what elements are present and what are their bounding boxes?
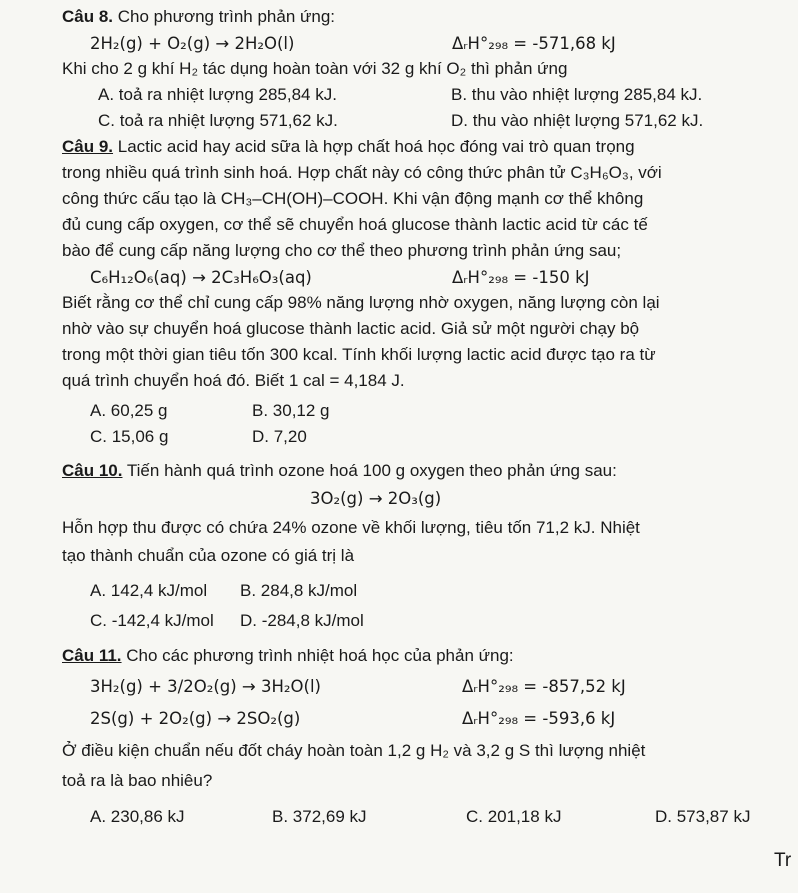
- question-11-line-2: toả ra là bao nhiêu?: [62, 771, 213, 790]
- question-9-line-9: quá trình chuyển hoá đó. Biết 1 cal = 4,184 J.: [62, 371, 405, 390]
- question-9-enthalpy: ΔᵣH°₂₉₈ = -150 kJ: [452, 268, 590, 287]
- question-11-stem: Cho các phương trình nhiệt hoá học của phản ứng:: [121, 646, 514, 665]
- question-11-enthalpy-1: ΔᵣH°₂₉₈ = -857,52 kJ: [462, 677, 626, 696]
- question-10-option-c[interactable]: C. -142,4 kJ/mol: [90, 611, 214, 630]
- question-11-reaction-1: 3H₂(g) + 3/2O₂(g) → 3H₂O(l): [90, 677, 321, 696]
- question-11-label: Câu 11.: [62, 646, 122, 665]
- question-10-option-b[interactable]: B. 284,8 kJ/mol: [240, 581, 358, 600]
- question-9-stem: Lactic acid hay acid sữa là hợp chất hoá học đóng vai trò quan trọng: [113, 137, 635, 156]
- question-11-line-1: Ở điều kiện chuẩn nếu đốt cháy hoàn toàn 1,2 g H₂ và 3,2 g S thì lượng nhiệt: [62, 741, 646, 760]
- question-9-option-d[interactable]: D. 7,20: [252, 427, 307, 446]
- question-9-option-b[interactable]: B. 30,12 g: [252, 401, 330, 420]
- question-10-line-1: Hỗn hợp thu được có chứa 24% ozone về khối lượng, tiêu tốn 71,2 kJ. Nhiệt: [62, 518, 640, 537]
- question-11-reaction-2: 2S(g) + 2O₂(g) → 2SO₂(g): [90, 709, 301, 728]
- question-11-enthalpy-2: ΔᵣH°₂₉₈ = -593,6 kJ: [462, 709, 616, 728]
- question-10-option-a[interactable]: A. 142,4 kJ/mol: [90, 581, 208, 600]
- question-10-heading: [62, 460, 617, 482]
- question-9-line-1: [62, 136, 635, 158]
- question-9-reaction: C₆H₁₂O₆(aq) → 2C₃H₆O₃(aq): [90, 268, 312, 287]
- question-9-line-4: đủ cung cấp oxygen, cơ thể sẽ chuyển hoá glucose thành lactic acid từ các tế: [62, 215, 648, 234]
- question-9-label: Câu 9.: [62, 137, 114, 156]
- question-9-line-3: công thức cấu tạo là CH₃–CH(OH)–COOH. Khi vận động mạnh cơ thể không: [62, 189, 644, 208]
- question-9-line-8: trong một thời gian tiêu tốn 300 kcal. Tính khối lượng lactic acid được tạo ra từ: [62, 345, 656, 364]
- question-8-text: Khi cho 2 g khí H₂ tác dụng hoàn toàn với 32 g khí O₂ thì phản ứng: [62, 59, 568, 78]
- question-10-option-d[interactable]: D. -284,8 kJ/mol: [240, 611, 364, 630]
- question-10-stem: Tiến hành quá trình ozone hoá 100 g oxygen theo phản ứng sau:: [122, 461, 617, 480]
- question-8-option-d[interactable]: D. thu vào nhiệt lượng 571,62 kJ.: [451, 111, 704, 130]
- question-8-option-b[interactable]: B. thu vào nhiệt lượng 285,84 kJ.: [451, 85, 703, 104]
- question-8-option-a[interactable]: A. toả ra nhiệt lượng 285,84 kJ.: [98, 85, 337, 104]
- question-11-option-c[interactable]: C. 201,18 kJ: [466, 807, 562, 826]
- question-11-option-d[interactable]: D. 573,87 kJ: [655, 807, 751, 826]
- question-10-label: Câu 10.: [62, 461, 123, 480]
- question-8-option-c[interactable]: C. toả ra nhiệt lượng 571,62 kJ.: [98, 111, 338, 130]
- question-9-line-5: bào để cung cấp năng lượng cho cơ thể theo phương trình phản ứng sau;: [62, 241, 622, 260]
- question-11-option-a[interactable]: A. 230,86 kJ: [90, 807, 185, 826]
- question-9-option-c[interactable]: C. 15,06 g: [90, 427, 169, 446]
- question-10-line-2: tạo thành chuẩn của ozone có giá trị là: [62, 546, 355, 565]
- question-10-reaction: 3O₂(g) → 2O₃(g): [310, 489, 442, 508]
- question-9-line-7: nhờ vào sự chuyển hoá glucose thành lactic acid. Giả sử một người chạy bộ: [62, 319, 640, 338]
- question-8-label: Câu 8.: [62, 7, 114, 26]
- question-9-line-6: Biết rằng cơ thể chỉ cung cấp 98% năng lượng nhờ oxygen, năng lượng còn lại: [62, 293, 660, 312]
- page-footer: Tr: [774, 850, 792, 871]
- question-11-option-b[interactable]: B. 372,69 kJ: [272, 807, 367, 826]
- question-11-heading: [62, 645, 514, 667]
- question-8-stem: Cho phương trình phản ứng:: [113, 7, 336, 26]
- question-9-option-a[interactable]: A. 60,25 g: [90, 401, 168, 420]
- question-8-enthalpy: ΔᵣH°₂₉₈ = -571,68 kJ: [452, 34, 616, 53]
- question-8-reaction: 2H₂(g) + O₂(g) → 2H₂O(l): [90, 34, 295, 53]
- question-9-line-2: trong nhiều quá trình sinh hoá. Hợp chất này có công thức phân tử C₃H₆O₃, với: [62, 163, 662, 182]
- question-8-heading: [62, 6, 335, 28]
